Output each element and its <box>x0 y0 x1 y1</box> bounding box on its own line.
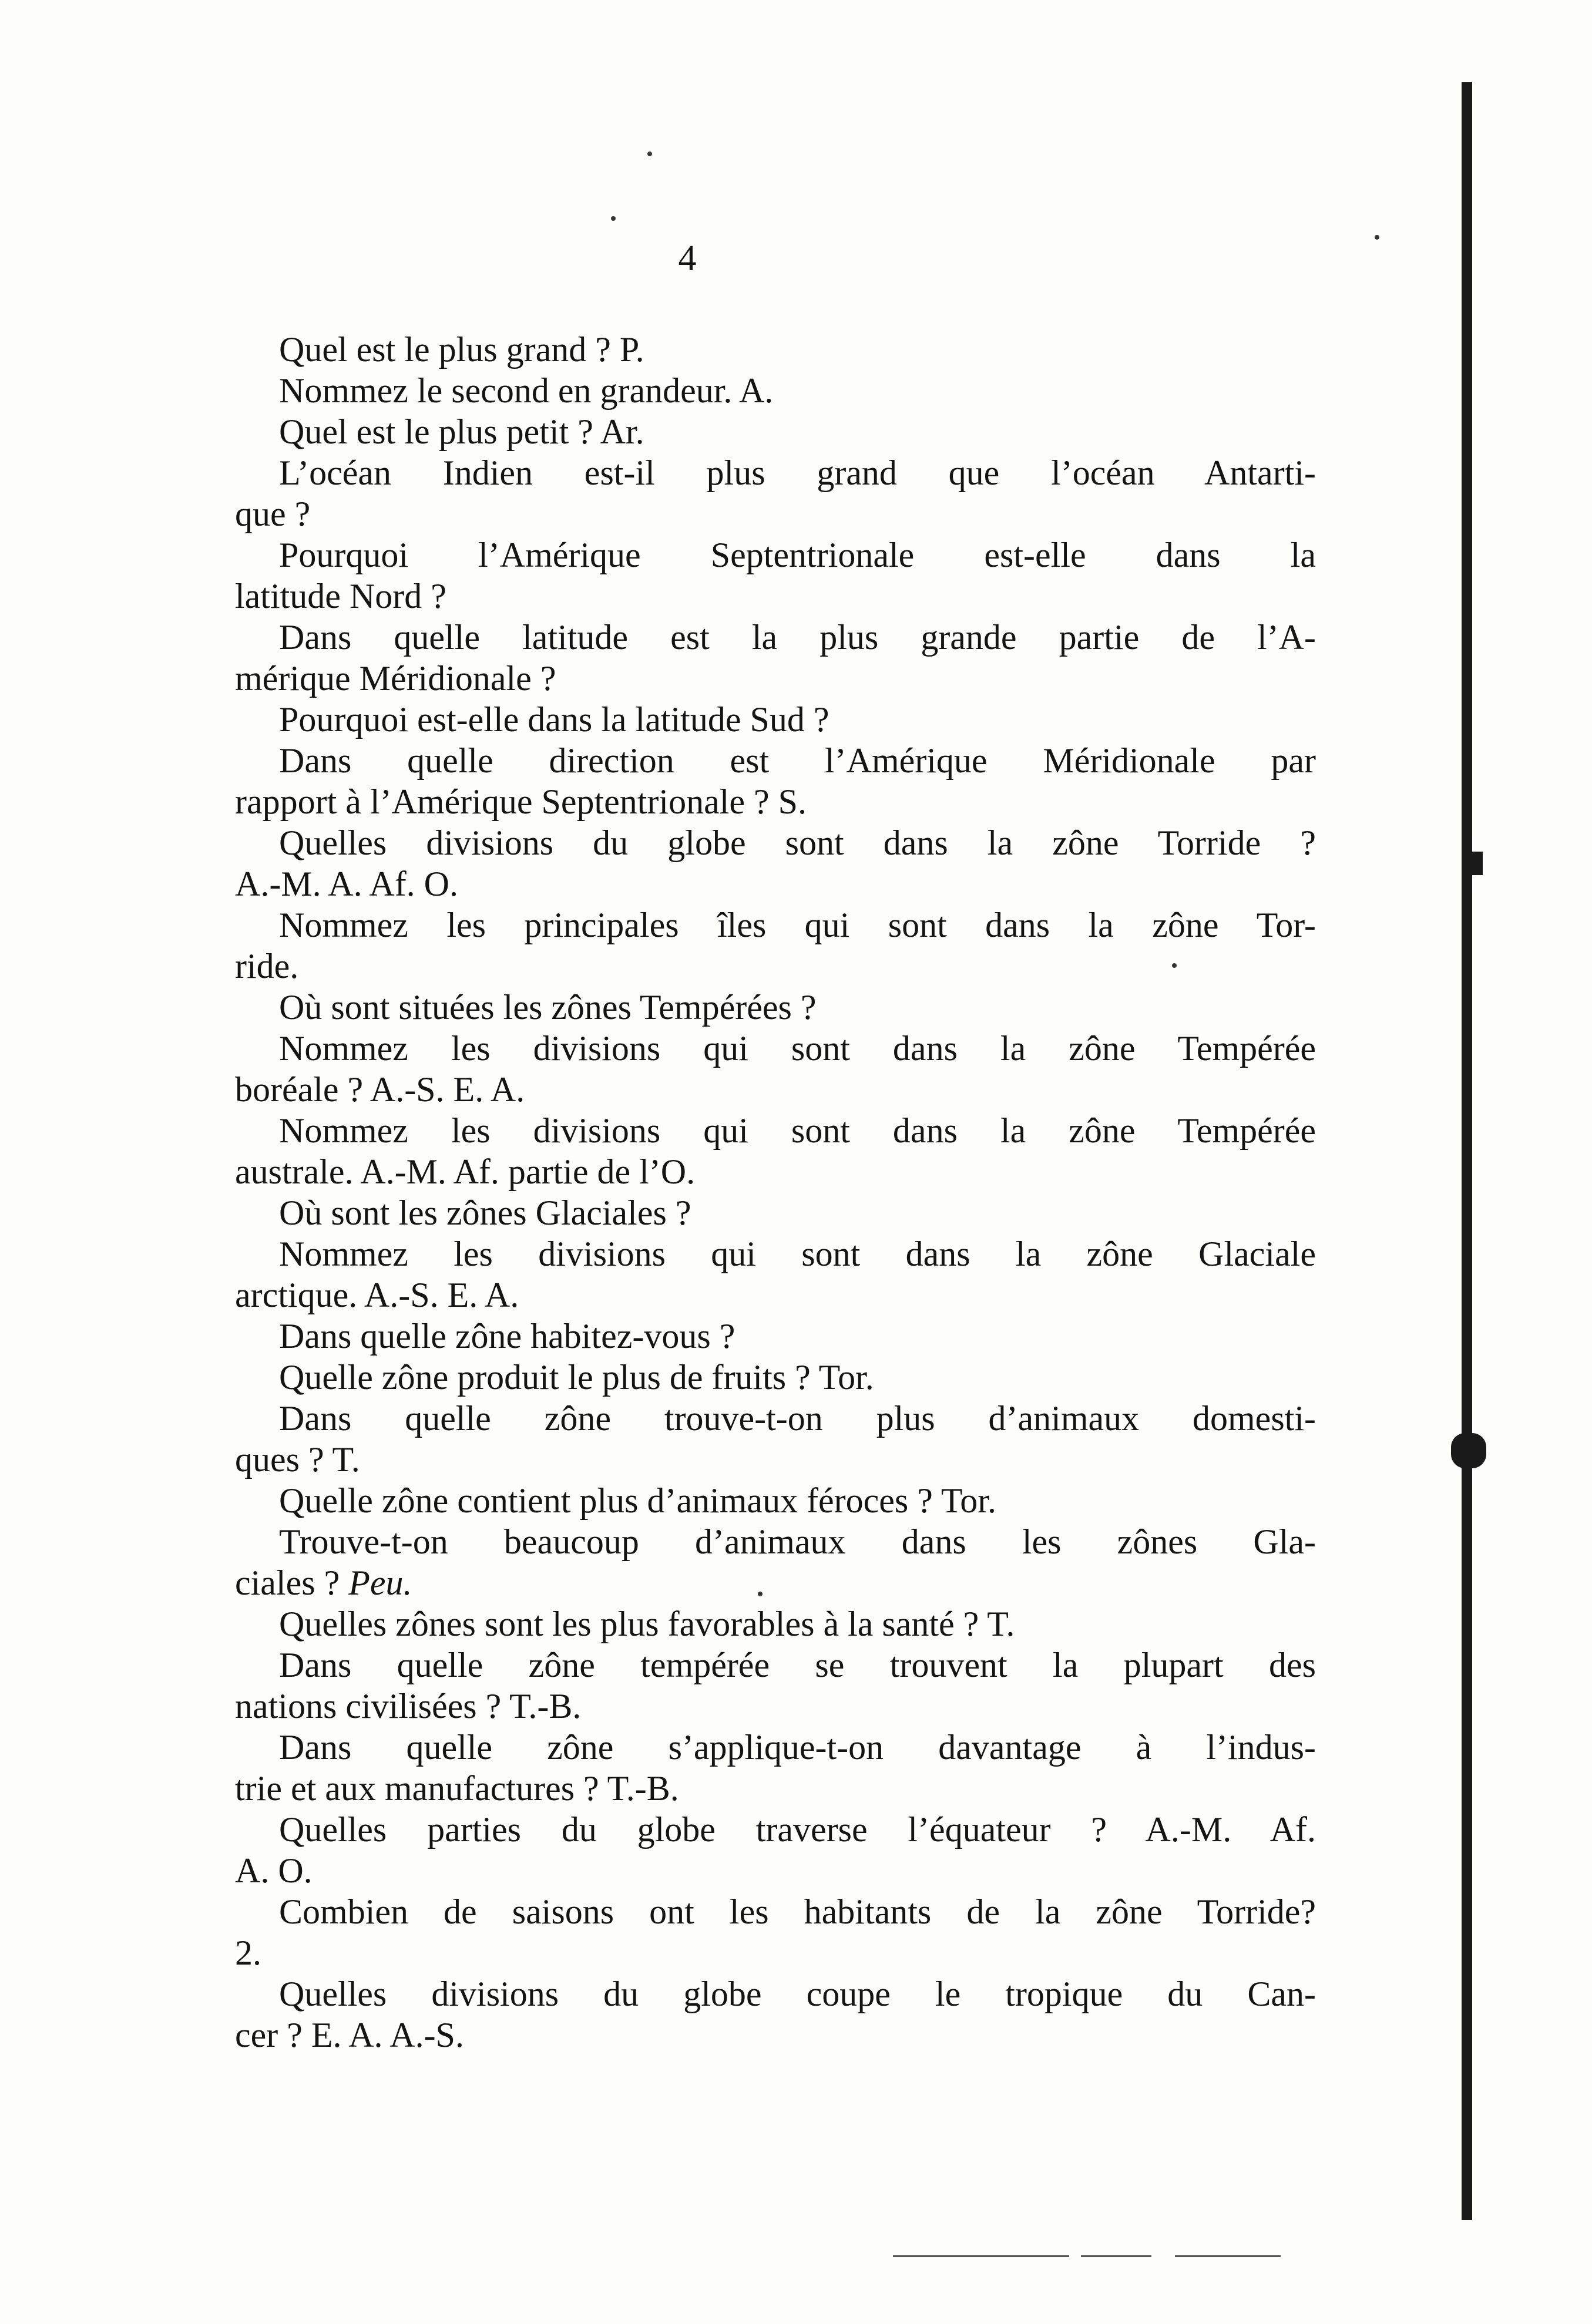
question-line <box>235 1110 1316 1151</box>
question-continuation-line <box>235 1768 1316 1809</box>
line-text: Dans quelle zône tempérée se trouvent la plupart des <box>279 1646 1316 1684</box>
line-text: Où sont les zônes Glaciales ? <box>279 1193 691 1232</box>
question-line <box>235 1727 1316 1768</box>
line-text: Quel est le plus petit ? Ar. <box>279 412 644 451</box>
question-line <box>235 1398 1316 1439</box>
line-text: mérique Méridionale ? <box>235 659 556 698</box>
question-line <box>235 411 1316 452</box>
line-text: Quelles parties du globe traverse l’équateur ? A.-M. Af. <box>279 1810 1316 1849</box>
question-continuation-line <box>235 1562 1316 1603</box>
page-edge-shadow <box>1462 82 1472 2220</box>
line-text: Quelles divisions du globe coupe le tropique du Can- <box>279 1975 1316 2013</box>
line-text: ciales ? <box>235 1563 349 1602</box>
question-continuation-line <box>235 493 1316 534</box>
page-number: 4 <box>678 238 697 278</box>
line-text: ride. <box>235 947 299 986</box>
line-text: L’océan Indien est-il plus grand que l’océan Antarti- <box>279 453 1316 492</box>
question-line <box>235 329 1316 370</box>
line-text: Dans quelle zône trouve-t-on plus d’animaux domesti- <box>279 1399 1316 1438</box>
question-line <box>235 1192 1316 1233</box>
ink-speck <box>1172 963 1177 968</box>
question-line <box>235 1028 1316 1069</box>
question-continuation-line <box>235 946 1316 987</box>
question-continuation-line <box>235 1686 1316 1727</box>
line-text: Combien de saisons ont les habitants de la zône Torride? <box>279 1892 1316 1931</box>
line-text: arctique. A.-S. E. A. <box>235 1276 519 1314</box>
line-text: Quel est le plus grand ? P. <box>279 330 644 369</box>
question-line <box>235 534 1316 576</box>
line-text: A.-M. A. Af. O. <box>235 865 459 903</box>
question-continuation-line <box>235 1932 1316 1973</box>
question-list <box>235 329 1316 2056</box>
line-text: Dans quelle zône s’applique-t-on davantage à l’indus- <box>279 1728 1316 1767</box>
line-text: A. O. <box>235 1851 313 1890</box>
question-line <box>235 452 1316 493</box>
line-text: ques ? T. <box>235 1440 360 1479</box>
question-line <box>235 617 1316 658</box>
line-text: 2. <box>235 1933 261 1972</box>
line-text: Quelles zônes sont les plus favorables à la santé ? T. <box>279 1605 1015 1643</box>
question-line <box>235 370 1316 411</box>
edge-blot <box>1470 852 1483 875</box>
line-text: Trouve-t-on beaucoup d’animaux dans les zônes Gla- <box>279 1522 1316 1561</box>
question-line <box>235 1644 1316 1686</box>
question-continuation-line <box>235 576 1316 617</box>
question-line <box>235 1357 1316 1398</box>
line-text: que ? <box>235 495 311 533</box>
question-line <box>235 1603 1316 1644</box>
bottom-rule <box>1081 2255 1151 2257</box>
question-line <box>235 1809 1316 1850</box>
line-text: nations civilisées ? T.-B. <box>235 1687 582 1726</box>
question-continuation-line <box>235 1069 1316 1110</box>
edge-blot <box>1451 1433 1486 1468</box>
question-continuation-line <box>235 1151 1316 1192</box>
question-line <box>235 822 1316 863</box>
question-continuation-line <box>235 2014 1316 2056</box>
line-text: boréale ? A.-S. E. A. <box>235 1070 525 1109</box>
line-text: Nommez les divisions qui sont dans la zône Tempérée <box>279 1029 1316 1068</box>
ink-speck <box>647 152 652 156</box>
question-line <box>235 1973 1316 2014</box>
line-text: Où sont situées les zônes Tempérées ? <box>279 988 817 1027</box>
line-text: australe. A.-M. Af. partie de l’O. <box>235 1152 696 1191</box>
line-text: Dans quelle direction est l’Amérique Méridionale par <box>279 741 1316 780</box>
line-text: Nommez les principales îles qui sont dans la zône Tor- <box>279 906 1316 944</box>
line-text: Dans quelle latitude est la plus grande partie de l’A- <box>279 618 1316 657</box>
question-line <box>235 1480 1316 1521</box>
ink-speck <box>611 216 616 221</box>
bottom-rule <box>893 2255 1069 2257</box>
question-line <box>235 904 1316 946</box>
bottom-rule <box>1175 2255 1281 2257</box>
line-text: Dans quelle zône habitez-vous ? <box>279 1317 735 1356</box>
question-continuation-line <box>235 863 1316 904</box>
line-text: Nommez les divisions qui sont dans la zône Tempérée <box>279 1111 1316 1150</box>
question-continuation-line <box>235 1850 1316 1891</box>
question-line <box>235 1891 1316 1932</box>
question-line <box>235 1316 1316 1357</box>
line-text: trie et aux manufactures ? T.-B. <box>235 1769 679 1808</box>
line-text: Pourquoi est-elle dans la latitude Sud ? <box>279 700 829 739</box>
question-line <box>235 1233 1316 1274</box>
ink-speck <box>758 1592 763 1596</box>
line-text: rapport à l’Amérique Septentrionale ? S. <box>235 782 807 821</box>
question-line <box>235 740 1316 781</box>
line-text: Nommez le second en grandeur. A. <box>279 371 774 410</box>
question-continuation-line <box>235 781 1316 822</box>
question-continuation-line <box>235 658 1316 699</box>
line-text: Pourquoi l’Amérique Septentrionale est-elle dans la <box>279 536 1316 574</box>
question-line <box>235 699 1316 740</box>
question-continuation-line <box>235 1439 1316 1480</box>
line-text: latitude Nord ? <box>235 577 446 616</box>
question-continuation-line <box>235 1274 1316 1316</box>
line-text: Nommez les divisions qui sont dans la zône Glaciale <box>279 1235 1316 1273</box>
line-text: Quelle zône contient plus d’animaux féroces ? Tor. <box>279 1481 996 1520</box>
question-line <box>235 1521 1316 1562</box>
line-text: Quelles divisions du globe sont dans la zône Torride ? <box>279 823 1316 862</box>
question-line <box>235 987 1316 1028</box>
ink-speck <box>1375 235 1379 240</box>
line-text: cer ? E. A. A.-S. <box>235 2016 464 2054</box>
italic-answer-text: Peu. <box>348 1563 412 1602</box>
line-text: Quelle zône produit le plus de fruits ? Tor. <box>279 1358 874 1397</box>
